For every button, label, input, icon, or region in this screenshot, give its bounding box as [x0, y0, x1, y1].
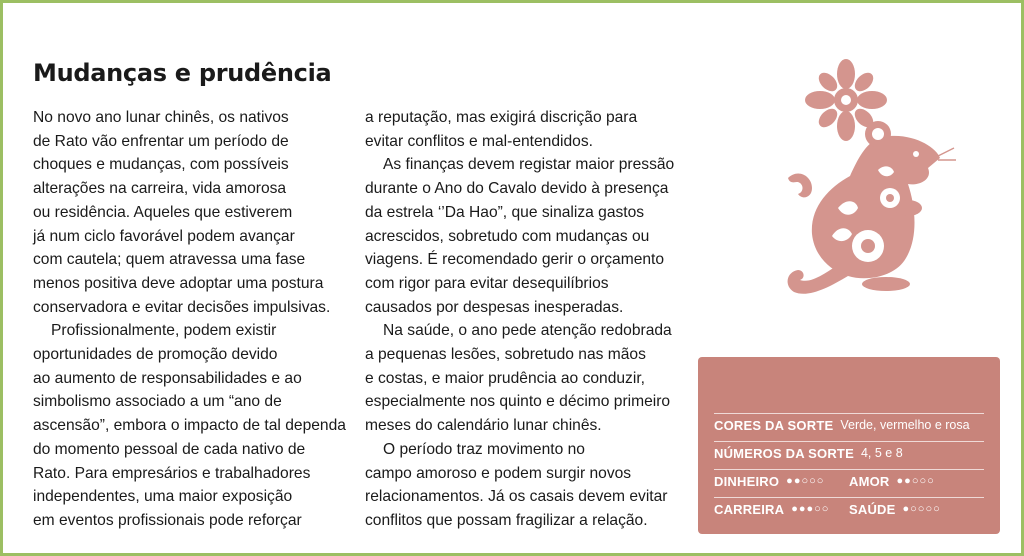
rat-zodiac-icon [768, 58, 958, 318]
money-label: DINHEIRO [714, 473, 780, 489]
text-line: oportunidades de promoção devido [33, 346, 278, 364]
text-line: causados por despesas inesperadas. [365, 298, 624, 316]
text-line: ascensão”, embora o impacto de tal dependa [33, 417, 346, 435]
text-line: já num ciclo favorável podem avançar [33, 227, 295, 245]
health-rating [849, 502, 984, 517]
text-line: ao aumento de responsabilidades e ao [33, 369, 302, 387]
text-line: menos positiva deve adoptar uma postura [33, 274, 324, 292]
text-line: Na saúde, o ano pede atenção redobrada [383, 322, 672, 340]
luck-panel [698, 357, 1000, 534]
text-line: da estrela ‘’Da Hao”, que sinaliza gastos [365, 203, 645, 221]
career-health-row [714, 497, 984, 520]
lucky-numbers-label: NÚMEROS DA SORTE [714, 445, 854, 461]
love-rating [849, 474, 984, 489]
text-line: em eventos profissionais pode reforçar [33, 511, 302, 529]
text-line: acrescidos, sobretudo com mudanças ou [365, 227, 650, 245]
text-line: viagens. É recomendado gerir o orçamento [365, 251, 665, 269]
text-line: a pequenas lesões, sobretudo nas mãos [365, 346, 646, 364]
lucky-numbers-row [714, 441, 984, 464]
text-line: do momento pessoal de cada nativo de [33, 440, 306, 458]
career-rating [714, 502, 849, 517]
text-line: durante o Ano do Cavalo devido à presença [365, 180, 669, 198]
health-dots: ●○○○○ [902, 503, 941, 515]
text-line: meses do calendário lunar chinês. [365, 417, 602, 435]
money-dots: ●●○○○ [786, 475, 825, 487]
text-line: evitar conflitos e mal-entendidos. [365, 132, 593, 150]
health-label: SAÚDE [849, 501, 896, 517]
lucky-colors-value: Verde, vermelho e rosa [840, 418, 970, 432]
text-line: conflitos que possam fragilizar a relação. [365, 511, 648, 529]
love-dots: ●●○○○ [896, 475, 935, 487]
text-line: campo amoroso e podem surgir novos [365, 464, 632, 482]
love-label: AMOR [849, 473, 890, 489]
text-line: As finanças devem registar maior pressão [383, 156, 675, 174]
text-line: simbolismo associado a um “ano de [33, 393, 282, 411]
text-line: Profissionalmente, podem existir [51, 322, 277, 340]
text-line: conservadora e evitar decisões impulsivas. [33, 298, 331, 316]
lucky-numbers-value: 4, 5 e 8 [860, 446, 903, 460]
text-line: choques e mudanças, com possíveis [33, 156, 289, 174]
article-column-2 [365, 106, 675, 533]
lucky-colors-label: CORES DA SORTE [714, 417, 834, 433]
article-title: Mudanças e prudência [33, 59, 332, 87]
text-line: com cautela; quem atravessa uma fase [33, 251, 306, 269]
text-line: No novo ano lunar chinês, os nativos [33, 109, 289, 126]
lucky-colors-row [714, 413, 984, 436]
career-label: CARREIRA [714, 501, 785, 517]
text-line: O período traz movimento no [383, 440, 585, 458]
money-love-row [714, 469, 984, 492]
money-rating [714, 474, 849, 489]
text-line: e costas, e maior prudência ao conduzir, [365, 369, 645, 387]
text-line: a reputação, mas exigirá discrição para [365, 109, 638, 126]
text-line: independentes, uma maior exposição [33, 488, 293, 506]
text-line: relacionamentos. Já os casais devem evitar [365, 488, 668, 506]
text-line: alterações na carreira, vida amorosa [33, 180, 287, 198]
article-column-1 [33, 106, 346, 533]
text-line: Rato. Para empresários e trabalhadores [33, 464, 311, 482]
text-line: com rigor para evitar desequilíbrios [365, 274, 609, 292]
text-line: de Rato vão enfrentar um período de [33, 132, 289, 150]
text-line: ou residência. Aqueles que estiverem [33, 203, 293, 221]
text-line: especialmente nos quinto e décimo primeiro [365, 393, 671, 411]
career-dots: ●●●○○ [791, 503, 830, 515]
